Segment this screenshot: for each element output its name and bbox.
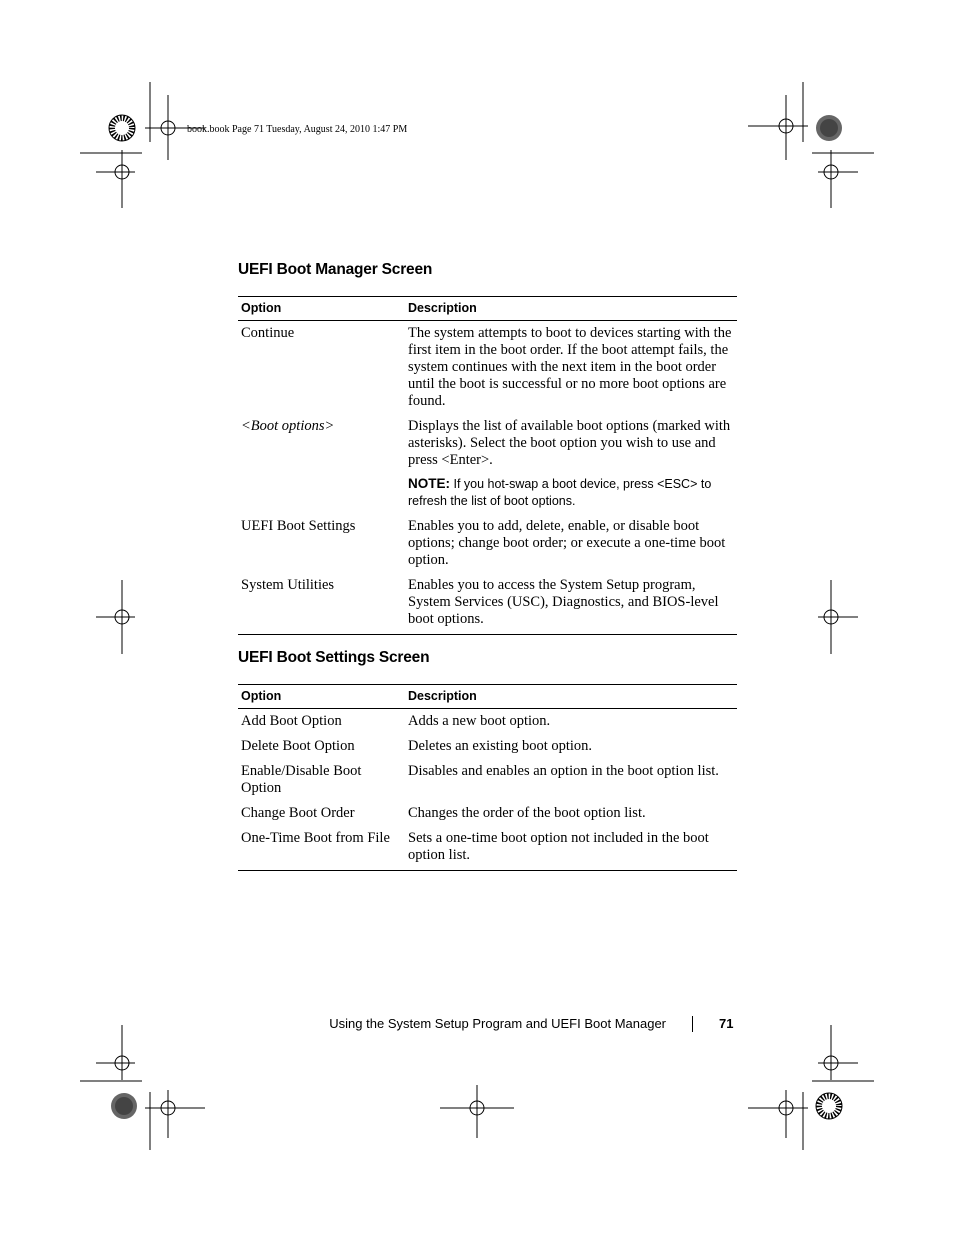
option-cell: One-Time Boot from File xyxy=(238,826,405,871)
table-row xyxy=(238,573,737,635)
option-cell xyxy=(238,414,405,514)
option-cell: Change Boot Order xyxy=(241,805,355,821)
table-row xyxy=(238,321,737,415)
option-cell: UEFI Boot Settings xyxy=(241,518,356,534)
table-row xyxy=(238,734,737,759)
option-cell: Delete Boot Option xyxy=(241,738,355,754)
option-cell: Continue xyxy=(241,325,295,341)
note-text: If you hot-swap a boot device, press <ESC> to refresh the list of boot options. xyxy=(408,477,712,508)
column-header-option: Option xyxy=(238,685,405,709)
table-row xyxy=(238,801,737,826)
print-header: book.book Page 71 Tuesday, August 24, 2010 1:47 PM xyxy=(187,124,408,135)
note-block xyxy=(408,475,734,510)
table-row xyxy=(238,759,737,801)
description-text: Displays the list of available boot options (marked with asterisks). Select the boot option you wish to use and press <Enter>. xyxy=(408,418,731,468)
option-cell: System Utilities xyxy=(238,573,405,635)
note-label: NOTE: xyxy=(408,476,450,491)
boot-manager-table xyxy=(238,296,737,635)
description-cell: Deletes an existing boot option. xyxy=(408,738,593,754)
footer-chapter-title: Using the System Setup Program and UEFI Boot Manager xyxy=(329,1016,666,1031)
column-header-description: Description xyxy=(405,685,737,709)
table-row xyxy=(238,514,737,573)
description-cell: The system attempts to boot to devices starting with the first item in the boot order. If the boot attempt fails, the system continues with the next item in the boot order until the boot is successful or no more boot options are found. xyxy=(408,325,732,409)
footer-divider xyxy=(692,1016,693,1032)
table-row xyxy=(238,826,737,871)
option-cell: Enable/Disable Boot Option xyxy=(241,763,362,796)
column-header-option: Option xyxy=(238,297,405,321)
boot-settings-table xyxy=(238,684,737,871)
table-row xyxy=(238,414,737,514)
page-number: 71 xyxy=(719,1016,734,1031)
description-cell: Adds a new boot option. xyxy=(408,713,551,729)
section-title-boot-settings: UEFI Boot Settings Screen xyxy=(238,649,430,666)
description-cell: Sets a one-time boot option not included in the boot option list. xyxy=(405,826,737,871)
description-cell: Disables and enables an option in the boot option list. xyxy=(408,763,719,779)
option-cell: Add Boot Option xyxy=(241,713,342,729)
option-italic-text: <Boot options> xyxy=(241,418,335,434)
description-cell: Enables you to add, delete, enable, or disable boot options; change boot order; or execute a one-time boot option. xyxy=(408,518,726,568)
column-header-description: Description xyxy=(405,297,737,321)
description-cell: Enables you to access the System Setup program, System Services (USC), Diagnostics, and BIOS-level boot options. xyxy=(405,573,737,635)
description-cell xyxy=(405,414,737,514)
section-title-boot-manager: UEFI Boot Manager Screen xyxy=(238,261,433,278)
table-row xyxy=(238,709,737,735)
description-cell: Changes the order of the boot option list. xyxy=(408,805,646,821)
